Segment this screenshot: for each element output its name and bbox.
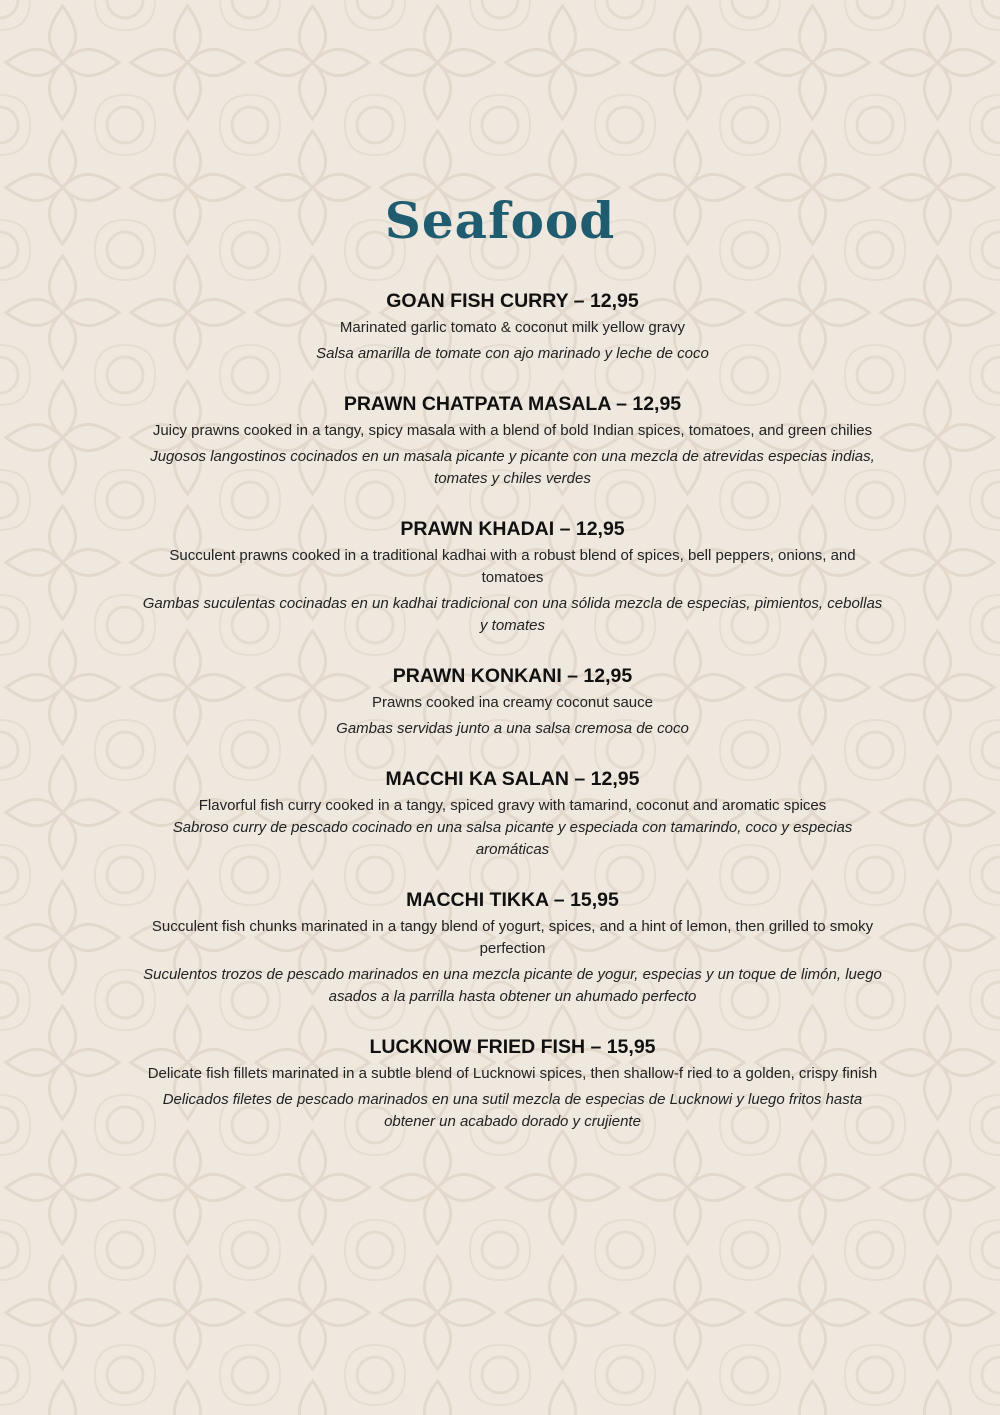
dish-description-en: Juicy prawns cooked in a tangy, spicy masala with a blend of bold Indian spices, tomatoes, and green chilies	[152, 422, 873, 439]
dish-description-es: Jugosos langostinos cocinados en un masala picante y picante con una mezcla de atrevidas especias indias, tomates y chiles verdes	[150, 448, 875, 487]
dish-description-en: Marinated garlic tomato & coconut milk yellow gravy	[339, 319, 686, 336]
dish-name: PRAWN CHATPATA MASALA – 12,95	[343, 393, 682, 415]
dish-item	[140, 514, 885, 637]
dish-description-es: Gambas suculentas cocinadas en un kadhai tradicional con una sólida mezcla de especias, pimientos, cebollas y tomates	[142, 595, 883, 634]
dish-item	[140, 764, 885, 861]
dish-list	[140, 286, 885, 1157]
dish-name: MACCHI TIKKA – 15,95	[406, 889, 619, 911]
section-title: Seafood	[384, 191, 616, 250]
dish-description-en: Succulent fish chunks marinated in a tangy blend of yogurt, spices, and a hint of lemon, then grilled to smoky perfection	[151, 918, 874, 957]
dish-name: PRAWN KONKANI – 12,95	[392, 665, 633, 687]
dish-description-en: Succulent prawns cooked in a traditional kadhai with a robust blend of spices, bell peppers, onions, and tomatoes	[169, 547, 856, 586]
dish-description-en: Prawns cooked ina creamy coconut sauce	[372, 694, 653, 711]
dish-description-es: Delicados filetes de pescado marinados en una sutil mezcla de especias de Lucknowi y luego fritos hasta obtener un acabado dorado y crujiente	[162, 1091, 863, 1130]
dish-name: MACCHI KA SALAN – 12,95	[385, 768, 640, 790]
dish-item	[140, 885, 885, 1008]
dish-item	[140, 286, 885, 365]
dish-description-es: Suculentos trozos de pescado marinados en una mezcla picante de yogur, especias y un toque de limón, luego asados a la parrilla hasta obtener un ahumado perfecto	[143, 966, 882, 1005]
dish-name: GOAN FISH CURRY – 12,95	[386, 290, 639, 312]
dish-item	[140, 1032, 885, 1133]
dish-name: PRAWN KHADAI – 12,95	[400, 518, 625, 540]
dish-name: LUCKNOW FRIED FISH – 15,95	[369, 1036, 656, 1058]
dish-description-en: Delicate fish fillets marinated in a subtle blend of Lucknowi spices, then shallow-f ried to a golden, crispy finish	[147, 1065, 878, 1082]
dish-description-en: Flavorful fish curry cooked in a tangy, spiced gravy with tamarind, coconut and aromatic spices	[198, 797, 827, 814]
dish-item	[140, 389, 885, 490]
dish-description-es: Sabroso curry de pescado cocinado en una salsa picante y especiada con tamarindo, coco y especias aromáticas	[172, 819, 853, 858]
dish-description-es: Gambas servidas junto a una salsa cremosa de coco	[336, 720, 689, 737]
dish-description-es: Salsa amarilla de tomate con ajo marinado y leche de coco	[316, 345, 709, 362]
dish-item	[140, 661, 885, 740]
